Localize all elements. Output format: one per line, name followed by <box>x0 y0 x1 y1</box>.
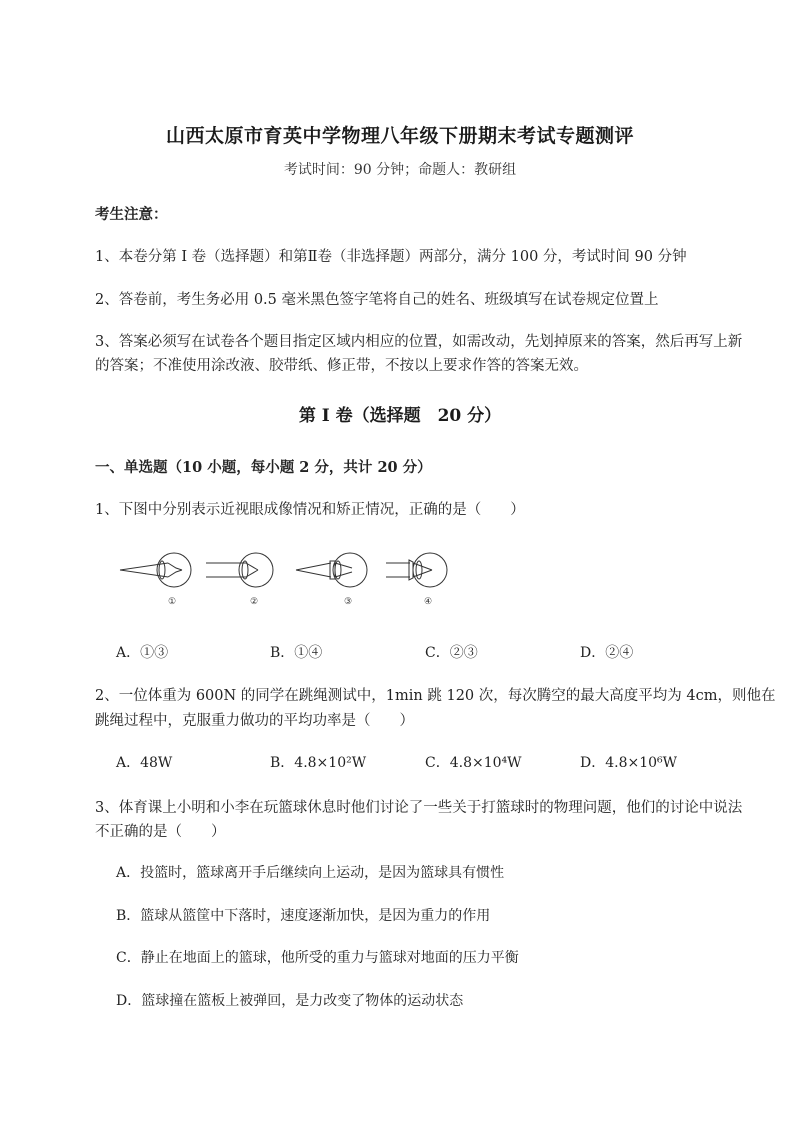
part-heading: 一、单选题（10 小题，每小题 2 分，共计 20 分） <box>95 459 432 476</box>
eye-diagram-3 <box>296 553 367 607</box>
note-item-2: 2、答卷前，考生务必用 0.5 毫米黑色签字笔将自己的姓名、班级填写在试卷规定位置上 <box>95 292 659 308</box>
notes-heading: 考生注意： <box>95 206 168 223</box>
eye-diagram-2 <box>206 553 273 607</box>
figure-label-4: ④ <box>424 597 433 607</box>
question-2-stem-line2: 跳绳过程中，克服重力做功的平均功率是（ ） <box>95 713 414 729</box>
note-item-1: 1、本卷分第 I 卷（选择题）和第Ⅱ卷（非选择题）两部分，满分 100 分，考试时间 90 分钟 <box>95 249 687 265</box>
q2-option-c: C．4.8×10⁴W <box>425 755 522 771</box>
note-item-3-line2: 的答案；不准使用涂改液、胶带纸、修正带，不按以上要求作答的答案无效。 <box>95 358 588 374</box>
q3-option-b: B．篮球从篮筐中下落时，速度逐渐加快，是因为重力的作用 <box>116 908 491 924</box>
q2-option-b: B．4.8×10²W <box>270 755 367 771</box>
question-1-stem: 1、下图中分别表示近视眼成像情况和矫正情况，正确的是（ ） <box>95 502 525 518</box>
q3-option-c: C．静止在地面上的篮球，他所受的重力与篮球对地面的压力平衡 <box>116 950 519 966</box>
exam-subtitle: 考试时间：90 分钟；命题人：教研组 <box>283 162 517 178</box>
eye-diagram-1 <box>120 553 191 607</box>
q2-option-a: A．48W <box>116 755 173 771</box>
question-2-stem-line1: 2、一位体重为 600N 的同学在跳绳测试中，1min 跳 120 次，每次腾空的最大高度平均为 4cm，则他在 <box>95 688 776 704</box>
question-3-stem-line2: 不正确的是（ ） <box>95 824 226 840</box>
question-3-stem-line1: 3、体育课上小明和小李在玩篮球休息时他们讨论了一些关于打篮球时的物理问题，他们的讨论中说法 <box>95 800 743 816</box>
q2-option-d: D．4.8×10⁶W <box>580 755 678 771</box>
eye-diagram-figure <box>116 548 456 610</box>
q3-option-a: A．投篮时，篮球离开手后继续向上运动，是因为篮球具有惯性 <box>116 865 505 881</box>
q1-option-a: A．①③ <box>116 645 169 661</box>
q1-option-d: D．②④ <box>580 645 634 661</box>
q1-option-b: B．①④ <box>270 645 323 661</box>
q1-option-c: C．②③ <box>425 645 478 661</box>
exam-title: 山西太原市育英中学物理八年级下册期末考试专题测评 <box>165 125 634 147</box>
section-title: 第 I 卷（选择题 20 分） <box>298 406 502 426</box>
eye-diagram-4 <box>386 553 447 607</box>
q3-option-d: D．篮球撞在篮板上被弹回，是力改变了物体的运动状态 <box>116 993 464 1009</box>
figure-label-1: ① <box>168 597 177 607</box>
figure-label-3: ③ <box>344 597 353 607</box>
figure-label-2: ② <box>250 597 259 607</box>
note-item-3-line1: 3、答案必须写在试卷各个题目指定区域内相应的位置，如需改动，先划掉原来的答案，然后再写上新 <box>95 334 743 350</box>
